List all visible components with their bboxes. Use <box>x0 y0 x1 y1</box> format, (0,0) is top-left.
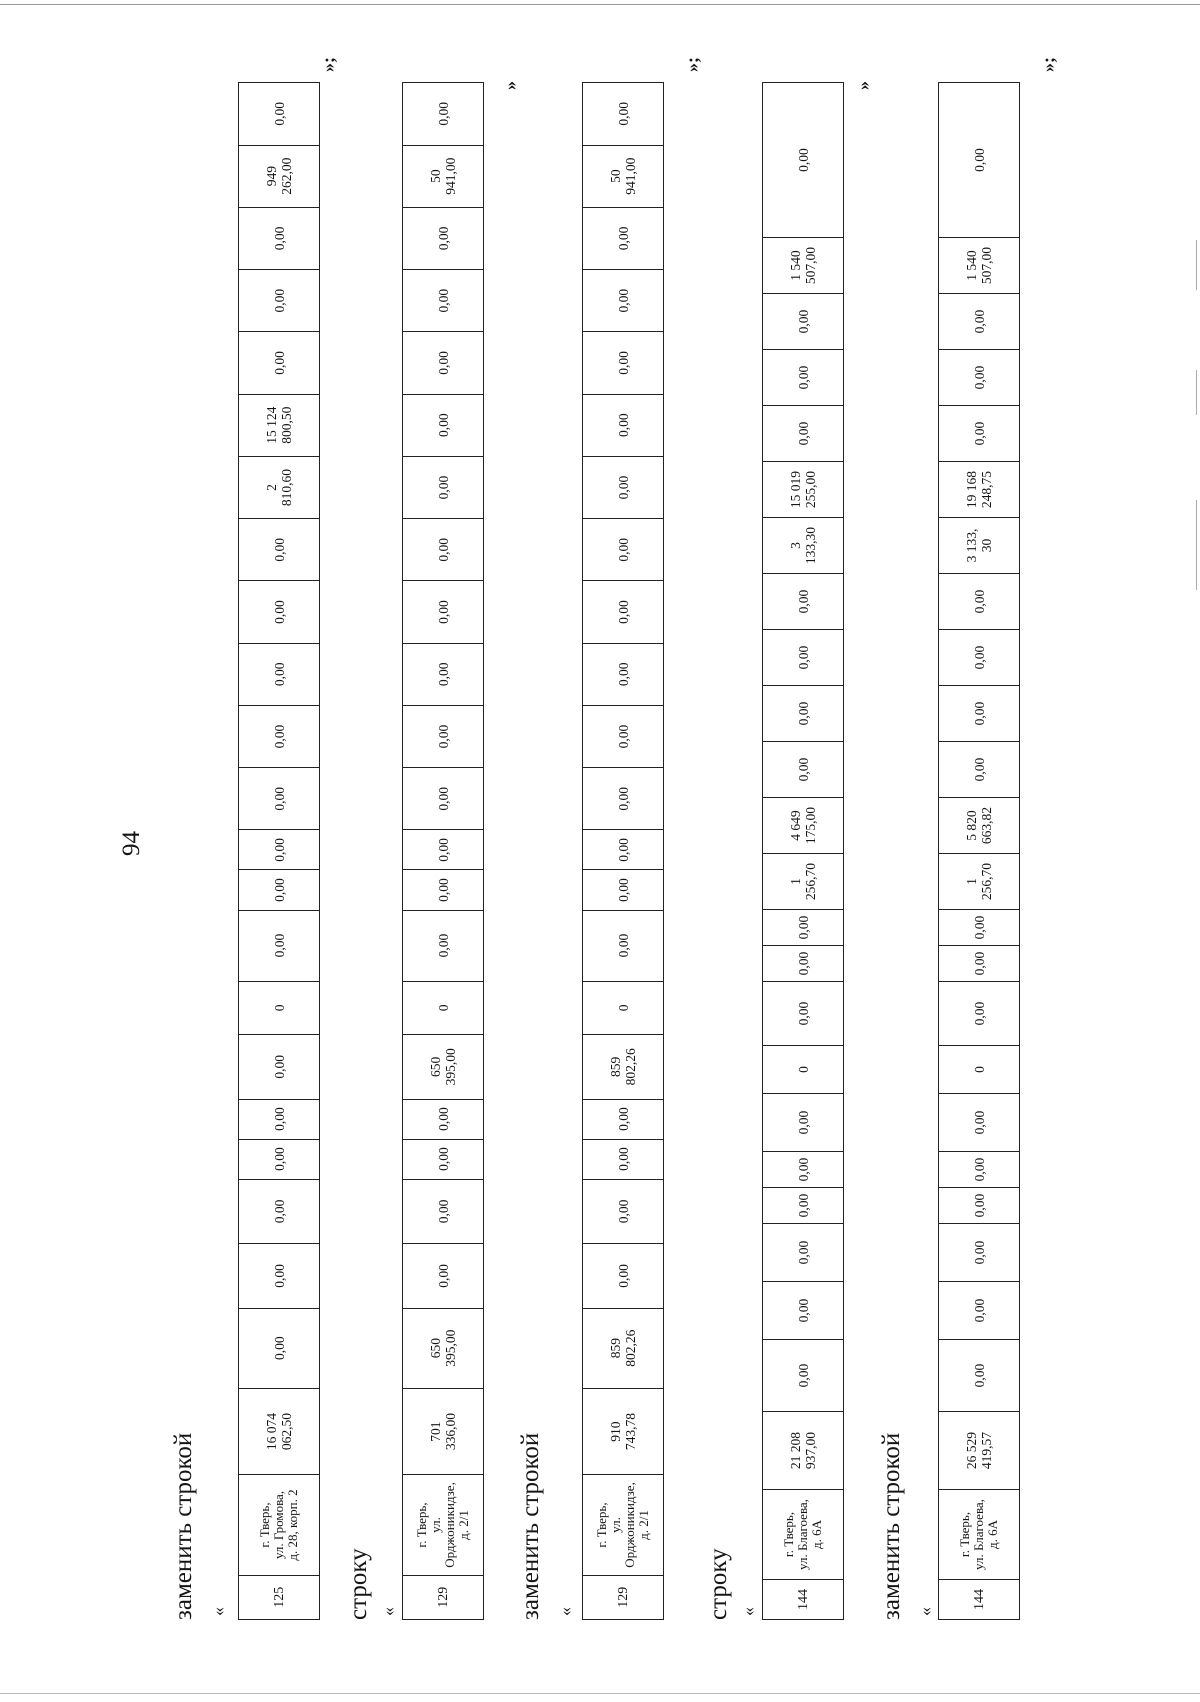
value-cell: 0,00 <box>403 207 484 269</box>
value-cell: 0,00 <box>239 1035 320 1100</box>
block-2-heading: строку <box>345 1548 372 1620</box>
value-cell: 0,00 <box>583 519 664 581</box>
value-cell: 1 540 507,00 <box>763 238 844 294</box>
value-cell: 0,00 <box>403 519 484 581</box>
value-cell: 1 256,70 <box>939 854 1020 910</box>
value-cell: 0,00 <box>239 1308 320 1388</box>
value-cell: 0 <box>583 981 664 1034</box>
block-1-close-mark: »; <box>318 57 338 72</box>
value-cell: 0,00 <box>583 1139 664 1179</box>
value-cell: 0,00 <box>763 910 844 946</box>
value-cell: 0,00 <box>583 270 664 332</box>
value-cell: 0,00 <box>403 870 484 910</box>
value-cell: 0,00 <box>763 406 844 462</box>
value-cell: 650 395,00 <box>403 1035 484 1100</box>
value-cell: 0,00 <box>403 456 484 518</box>
block-5-heading: заменить строкой <box>878 1432 905 1620</box>
block-3-table <box>582 82 664 1620</box>
value-cell: 0,00 <box>403 394 484 456</box>
value-cell: 0,00 <box>763 83 844 238</box>
value-cell: 0,00 <box>583 1179 664 1244</box>
value-cell: 0,00 <box>239 705 320 767</box>
value-cell: 0,00 <box>939 1188 1020 1224</box>
value-cell: 4 649 175,00 <box>763 798 844 854</box>
row-number-cell: 129 <box>583 1575 664 1619</box>
block-2-table <box>402 82 484 1620</box>
value-cell: 16 074 062,50 <box>239 1388 320 1475</box>
value-cell: 0,00 <box>583 83 664 146</box>
value-cell: 0,00 <box>403 910 484 981</box>
value-cell: 0,00 <box>939 742 1020 798</box>
block-4-table <box>762 82 844 1620</box>
value-cell: 0,00 <box>939 294 1020 350</box>
value-cell: 0,00 <box>239 519 320 581</box>
value-cell: 26 529 419,57 <box>939 1412 1020 1490</box>
value-cell: 15 124 800,50 <box>239 394 320 456</box>
address-cell: г. Тверь, ул. Громова, д. 28, корп. 2 <box>239 1475 320 1575</box>
row-number-cell: 125 <box>239 1575 320 1619</box>
value-cell: 19 168 248,75 <box>939 462 1020 518</box>
value-cell: 0,00 <box>583 456 664 518</box>
value-cell: 0,00 <box>763 1152 844 1188</box>
value-cell: 0,00 <box>239 643 320 705</box>
value-cell: 0,00 <box>239 581 320 643</box>
value-cell: 0,00 <box>403 768 484 830</box>
value-cell: 0,00 <box>763 946 844 982</box>
value-cell: 15 019 255,00 <box>763 462 844 518</box>
value-cell: 0,00 <box>583 910 664 981</box>
value-cell: 0,00 <box>763 1094 844 1152</box>
value-cell: 0,00 <box>239 270 320 332</box>
value-cell: 650 395,00 <box>403 1308 484 1388</box>
block-4-close-mark: » <box>853 81 873 90</box>
block-1-open-quote: « <box>208 1607 228 1616</box>
value-cell: 0,00 <box>239 830 320 870</box>
value-cell: 0,00 <box>403 1179 484 1244</box>
value-cell: 859 802,26 <box>583 1308 664 1388</box>
value-cell: 0,00 <box>583 1244 664 1309</box>
value-cell: 1 256,70 <box>763 854 844 910</box>
table-row <box>583 83 664 1620</box>
value-cell: 0,00 <box>583 394 664 456</box>
value-cell: 0,00 <box>239 910 320 981</box>
address-cell: г. Тверь, ул. Орджоникидзе, д. 2/1 <box>583 1475 664 1575</box>
value-cell: 0,00 <box>403 332 484 394</box>
value-cell: 0,00 <box>939 1340 1020 1412</box>
value-cell: 0,00 <box>239 1139 320 1179</box>
value-cell: 0,00 <box>403 83 484 146</box>
value-cell: 0,00 <box>239 1244 320 1309</box>
table-row <box>403 83 484 1620</box>
value-cell: 0,00 <box>939 350 1020 406</box>
value-cell: 0,00 <box>939 982 1020 1046</box>
block-3-heading: заменить строкой <box>517 1432 544 1620</box>
value-cell: 0,00 <box>939 946 1020 982</box>
value-cell: 0,00 <box>763 350 844 406</box>
value-cell: 0,00 <box>763 1224 844 1282</box>
value-cell: 5 820 663,82 <box>939 798 1020 854</box>
block-4-heading: строку <box>705 1548 732 1620</box>
value-cell: 0,00 <box>763 574 844 630</box>
value-cell: 2 810,60 <box>239 456 320 518</box>
block-5-close-mark: »; <box>1038 57 1058 72</box>
address-cell: г. Тверь, ул. Благоева, д. 6А <box>939 1490 1020 1580</box>
value-cell: 0,00 <box>763 630 844 686</box>
value-cell: 0,00 <box>239 1099 320 1139</box>
value-cell: 0,00 <box>939 630 1020 686</box>
value-cell: 0,00 <box>403 830 484 870</box>
value-cell: 50 941,00 <box>583 145 664 207</box>
block-5-open-quote: « <box>915 1607 935 1616</box>
value-cell: 0,00 <box>763 982 844 1046</box>
value-cell: 0,00 <box>763 1340 844 1412</box>
value-cell: 0 <box>763 1046 844 1094</box>
value-cell: 0,00 <box>403 1099 484 1139</box>
value-cell: 0,00 <box>939 1152 1020 1188</box>
value-cell: 0,00 <box>583 207 664 269</box>
value-cell: 0,00 <box>583 768 664 830</box>
value-cell: 0,00 <box>239 1179 320 1244</box>
value-cell: 0,00 <box>583 581 664 643</box>
value-cell: 0,00 <box>403 643 484 705</box>
value-cell: 50 941,00 <box>403 145 484 207</box>
value-cell: 0 <box>939 1046 1020 1094</box>
value-cell: 0,00 <box>939 910 1020 946</box>
value-cell: 0,00 <box>939 83 1020 238</box>
block-1-heading: заменить строкой <box>170 1432 197 1620</box>
value-cell: 0,00 <box>403 270 484 332</box>
value-cell: 0,00 <box>939 686 1020 742</box>
value-cell: 0,00 <box>239 332 320 394</box>
block-2-open-quote: « <box>378 1607 398 1616</box>
block-5-table <box>938 82 1020 1620</box>
value-cell: 0 <box>239 981 320 1034</box>
value-cell: 0,00 <box>239 870 320 910</box>
address-cell: г. Тверь, ул. Благоева, д. 6А <box>763 1490 844 1580</box>
block-3-close-mark: »; <box>682 57 702 72</box>
value-cell: 910 743,78 <box>583 1388 664 1475</box>
value-cell: 0,00 <box>403 705 484 767</box>
value-cell: 0,00 <box>939 574 1020 630</box>
value-cell: 0,00 <box>939 406 1020 462</box>
block-2-close-mark: » <box>500 81 520 90</box>
value-cell: 0,00 <box>939 1224 1020 1282</box>
page-number: 94 <box>118 831 145 856</box>
value-cell: 0,00 <box>403 1139 484 1179</box>
value-cell: 3 133, 30 <box>939 518 1020 574</box>
value-cell: 0,00 <box>583 643 664 705</box>
value-cell: 0,00 <box>403 1244 484 1309</box>
block-1-table <box>238 82 320 1620</box>
value-cell: 0,00 <box>939 1282 1020 1340</box>
table-row <box>763 83 844 1620</box>
value-cell: 949 262,00 <box>239 145 320 207</box>
value-cell: 21 208 937,00 <box>763 1412 844 1490</box>
row-number-cell: 129 <box>403 1575 484 1619</box>
table-row <box>239 83 320 1620</box>
value-cell: 0,00 <box>583 830 664 870</box>
address-cell: г. Тверь, ул. Орджоникидзе, д. 2/1 <box>403 1475 484 1575</box>
row-number-cell: 144 <box>939 1580 1020 1620</box>
value-cell: 0,00 <box>763 1188 844 1224</box>
value-cell: 0,00 <box>939 1094 1020 1152</box>
value-cell: 0,00 <box>763 686 844 742</box>
value-cell: 0,00 <box>763 1282 844 1340</box>
value-cell: 0,00 <box>583 705 664 767</box>
value-cell: 0,00 <box>763 742 844 798</box>
value-cell: 0,00 <box>583 1099 664 1139</box>
value-cell: 3 133,30 <box>763 518 844 574</box>
value-cell: 1 540 507,00 <box>939 238 1020 294</box>
value-cell: 0,00 <box>239 207 320 269</box>
block-4-open-quote: « <box>738 1607 758 1616</box>
row-number-cell: 144 <box>763 1580 844 1620</box>
value-cell: 0 <box>403 981 484 1034</box>
value-cell: 701 336,00 <box>403 1388 484 1475</box>
value-cell: 0,00 <box>239 83 320 146</box>
value-cell: 0,00 <box>763 294 844 350</box>
value-cell: 859 802,26 <box>583 1035 664 1100</box>
value-cell: 0,00 <box>583 332 664 394</box>
block-3-open-quote: « <box>555 1607 575 1616</box>
value-cell: 0,00 <box>583 870 664 910</box>
value-cell: 0,00 <box>239 768 320 830</box>
table-row <box>939 83 1020 1620</box>
value-cell: 0,00 <box>403 581 484 643</box>
